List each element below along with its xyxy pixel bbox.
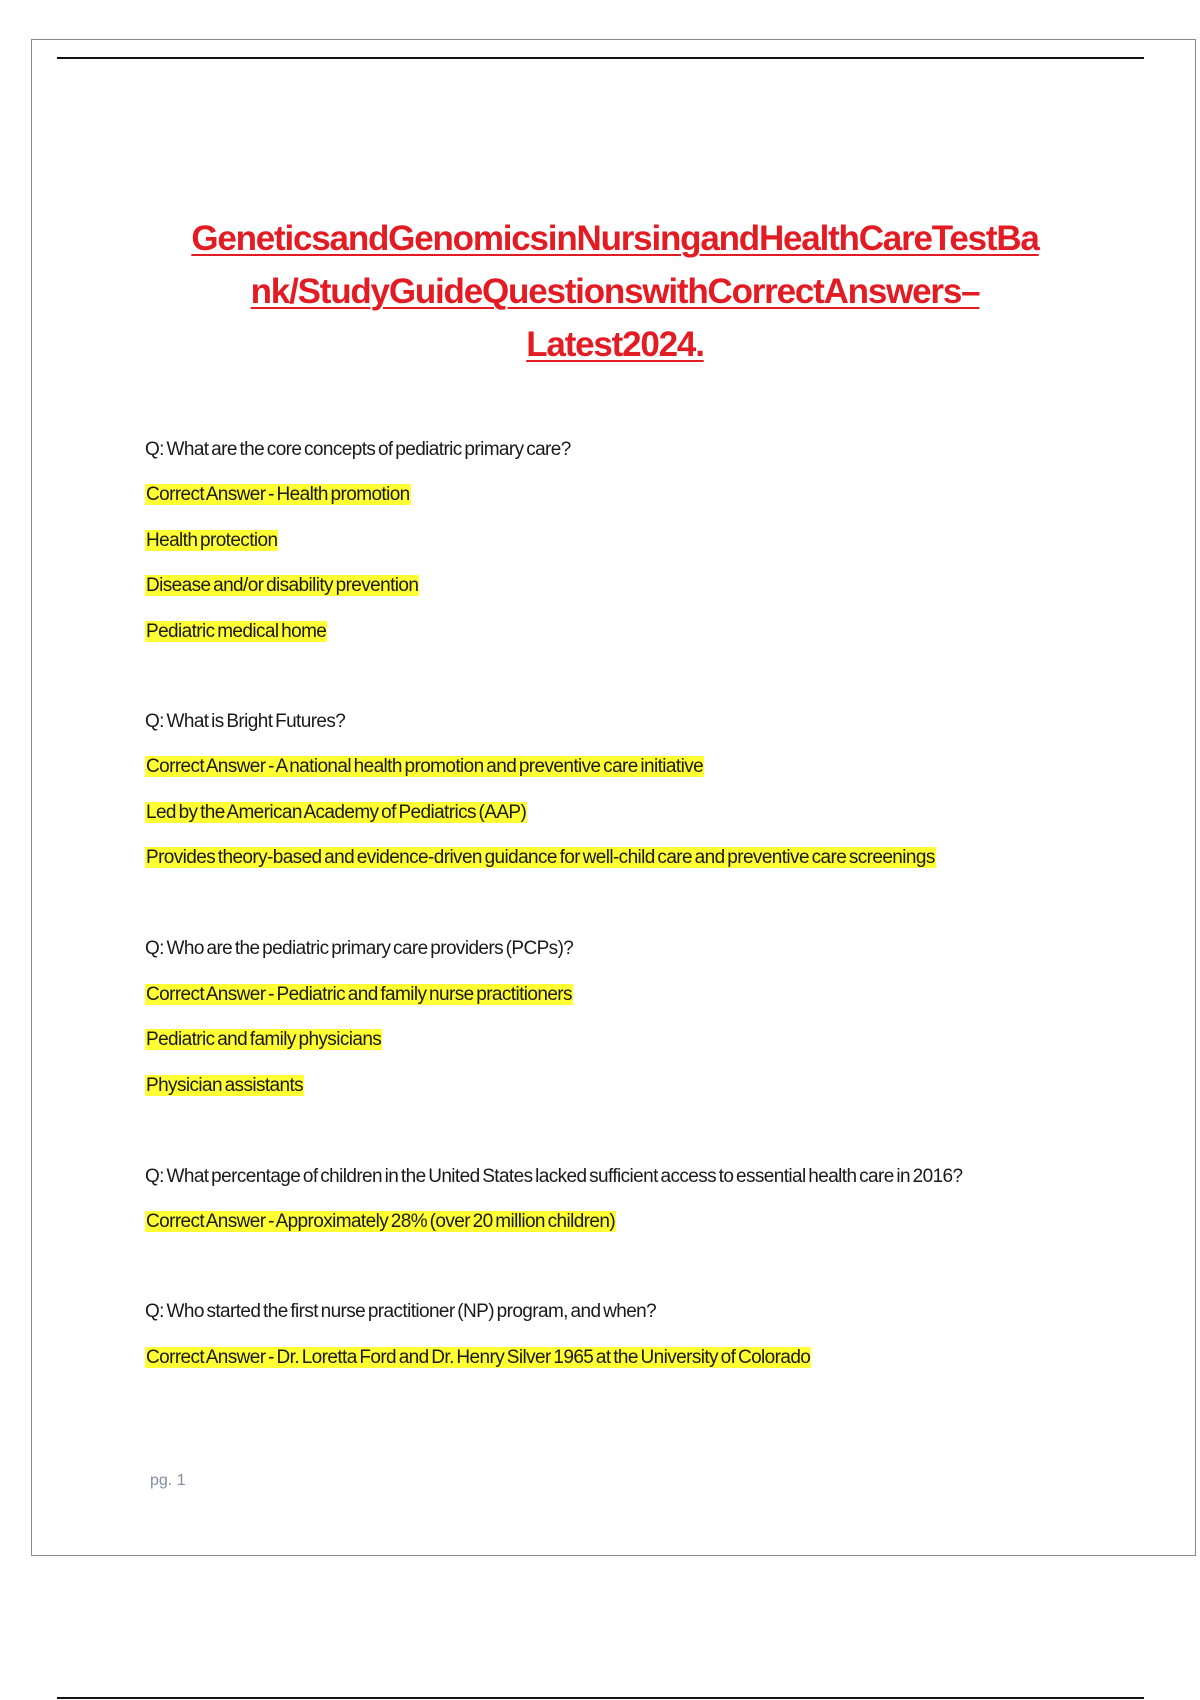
answer-line: Physician assistants (146, 1075, 304, 1096)
answer-line: Correct Answer - Pediatric and family nurse practitioners (146, 984, 572, 1005)
page-number: pg. 1 (150, 1472, 186, 1489)
answer-line: Health protection (146, 530, 278, 551)
answer-line: Provides theory-based and evidence-driven guidance for well-child care and preventive care screenings (146, 847, 935, 868)
document-title (150, 212, 1080, 371)
header-rule (57, 57, 1144, 59)
answer-line: Correct Answer - Health promotion (146, 484, 410, 505)
title-line-2: nk/StudyGuideQuestionswithCorrectAnswers– (250, 272, 980, 311)
question-text: Q: What are the core concepts of pediatric primary care? (145, 439, 571, 460)
question-text: Q: What is Bright Futures? (145, 711, 346, 732)
question-text: Q: What percentage of children in the United States lacked sufficient access to essential health care in 2016? (145, 1166, 963, 1187)
footer-rule (57, 1697, 1144, 1699)
question-text: Q: Who started the first nurse practitioner (NP) program, and when? (145, 1301, 657, 1322)
title-line-3: Latest2024. (526, 325, 704, 364)
answer-line: Correct Answer - Dr. Loretta Ford and Dr. Henry Silver 1965 at the University of Colorado (146, 1347, 811, 1368)
answer-line: Disease and/or disability prevention (146, 575, 419, 596)
answer-line: Pediatric medical home (146, 621, 327, 642)
answer-line: Pediatric and family physicians (146, 1029, 382, 1050)
question-text: Q: Who are the pediatric primary care providers (PCPs)? (145, 938, 574, 959)
answer-line: Correct Answer - Approximately 28% (over 20 million children) (146, 1211, 616, 1232)
title-line-1: GeneticsandGenomicsinNursingandHealthCareTestBa (191, 219, 1039, 258)
answer-line: Led by the American Academy of Pediatrics (AAP) (146, 802, 527, 823)
answer-line: Correct Answer - A national health promotion and preventive care initiative (146, 756, 704, 777)
